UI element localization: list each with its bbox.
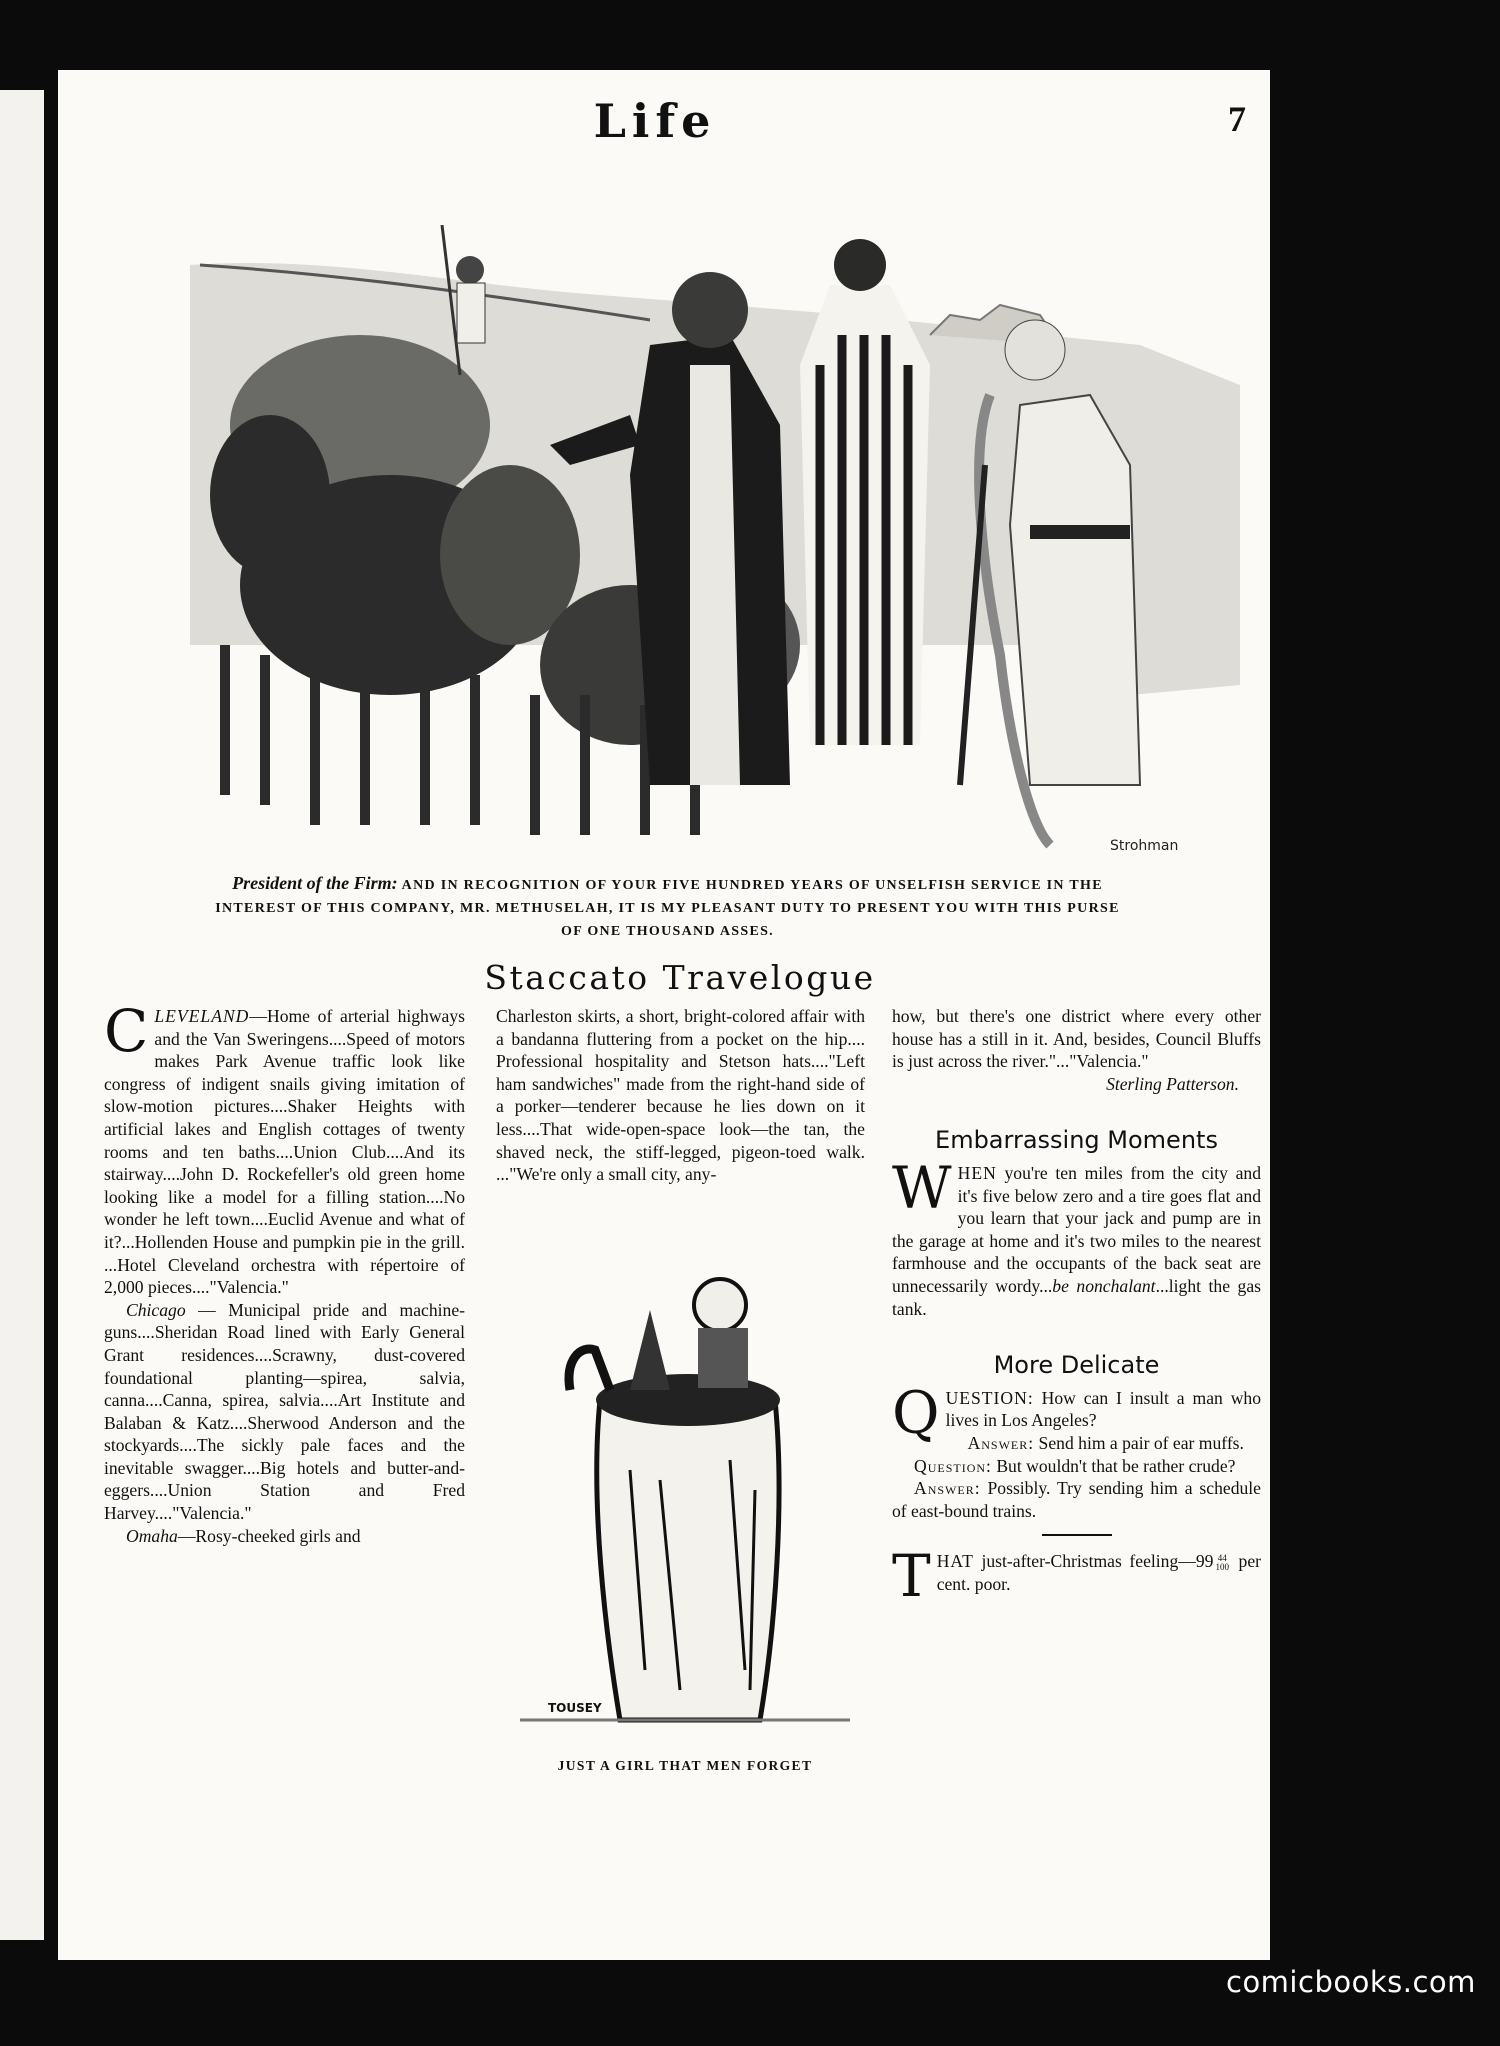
christmas-end: per cent. poor.: [936, 1551, 1261, 1594]
site-watermark: comicbooks.com: [1226, 1965, 1476, 1999]
embarrassing-text: you're ten miles from the city and it's five below zero and a tire goes flat and you learn that your jack and pump are in the garage at home and it's two miles to the nearest farmhouse and the occupants of the back seat are unnecessarily wordy...: [892, 1162, 1261, 1296]
fraction: [1215, 1554, 1229, 1572]
answer-text-2: Possibly. Try sending him a schedule of east-bound trains.: [892, 1478, 1261, 1521]
chicago-text: — Municipal pride and machine-guns....Sheridan Road lined with Early General Grant residences....Scrawny, dust-covered foundational planting—spirea, salvia, canna....Canna, spirea, salvia....Art Institute and Balaban & Katz....Sherwood Anderson and the stockyards....The sickly pale faces and the inevitable swagger....Big hotels and butter-and-eggers....Union Station and Fred Harvey...."Valencia.": [104, 1299, 465, 1524]
adjacent-page-edge: [0, 90, 44, 1940]
question-label-1: UESTION:: [945, 1387, 1034, 1408]
caption-speaker: President of the Firm:: [232, 873, 398, 893]
article-column-1: [104, 997, 465, 1547]
fraction-denominator: 100: [1215, 1562, 1229, 1573]
cartoon-caption: [215, 872, 1120, 943]
article-title: Staccato Travelogue: [484, 958, 876, 997]
fraction-numerator: 44: [1217, 1553, 1227, 1564]
magazine-title: Life: [593, 94, 717, 148]
city-chicago: Chicago: [126, 1299, 186, 1320]
embarrassing-title: Embarrassing Moments: [935, 1126, 1218, 1155]
drop-cap-q: Q: [892, 1378, 940, 1447]
city-cleveland: LEVELAND: [154, 1006, 250, 1026]
drop-cap-w: W: [892, 1153, 952, 1222]
article-column-2: [496, 1005, 865, 1186]
omaha-text-end: how, but there's one district where every other house has a still in it. And, besides, Council Bluffs is just across the river."..."Valencia.": [892, 1006, 1261, 1072]
article-column-3: [892, 1005, 1261, 1611]
section-divider: [1042, 1534, 1112, 1536]
city-omaha: Omaha: [126, 1525, 178, 1546]
embarrassing-italic: be nonchalant: [1052, 1275, 1156, 1296]
question-text-1: How can I insult a man who lives in Los Angeles?: [945, 1387, 1261, 1431]
answer-label-2: Answer:: [914, 1478, 981, 1499]
omaha-text-continued: Charleston skirts, a short, bright-colored affair with a bandanna fluttering from a pocket on the hip.... Professional hospitality and Stetson hats...."Left ham sandwiches" made from the right-hand side of a porker—tenderer because he lies down on it less....That wide-open-space look—the tan, the shaved neck, the stiff-legged, pigeon-toed walk. ..."We're only a small city, any-: [496, 1006, 865, 1185]
christmas-text: just-after-Christmas feeling—99: [973, 1551, 1214, 1572]
drawing2-caption: JUST A GIRL THAT MEN FORGET: [557, 1758, 813, 1773]
page-number: 7: [1228, 99, 1246, 139]
drawing2-signature: TOUSEY: [548, 1701, 602, 1715]
question-label-2: Question:: [914, 1455, 992, 1476]
embarrassing-lead: HEN: [957, 1162, 997, 1183]
article-signature: Sterling Patterson.: [1106, 1073, 1239, 1094]
omaha-text-start: —Rosy-cheeked girls and: [177, 1525, 361, 1546]
delicate-title: More Delicate: [993, 1351, 1160, 1380]
answer-text-1: Send him a pair of ear muffs.: [1034, 1432, 1244, 1453]
trash-can-doll-drawing-icon: [510, 1250, 855, 1750]
illustration-signature: Strohman: [1110, 838, 1179, 854]
caption-text: AND IN RECOGNITION OF YOUR FIVE HUNDRED YEARS OF UNSELFISH SERVICE IN THE INTEREST OF THIS COMPANY, MR. METHUSELAH, IT IS MY PLEASANT DUTY TO PRESENT YOU WITH THIS PURSE OF ONE THOUSAND ASSES.: [215, 878, 1120, 939]
embarrassing-end: ...light the gas tank.: [892, 1275, 1261, 1319]
answer-label-1: Answer:: [967, 1432, 1035, 1453]
cartoon-drawing-icon: [130, 225, 1240, 865]
cleveland-text: —Home of arterial highways and the Van Sweringens....Speed of motors makes Park Avenue traffic look like congress of indigent snails giving imitation of slow-motion pictures....Shaker Heights with artificial lakes and English cottages of twenty rooms and ten baths....Union Club....And its stairway....John D. Rockefeller's old green home looking like a model for a filling station....No wonder he left town....Euclid Avenue and what of it?...Hollenden House and pumpkin pie in the grill. ...Hotel Cleveland orchestra with répertoire of 2,000 pieces...."Valencia.": [104, 1006, 465, 1298]
question-text-2: But wouldn't that be rather crude?: [991, 1455, 1236, 1476]
christmas-lead: HAT: [936, 1551, 974, 1572]
drop-cap-t: T: [892, 1542, 931, 1611]
drop-cap-c: C: [104, 997, 149, 1065]
